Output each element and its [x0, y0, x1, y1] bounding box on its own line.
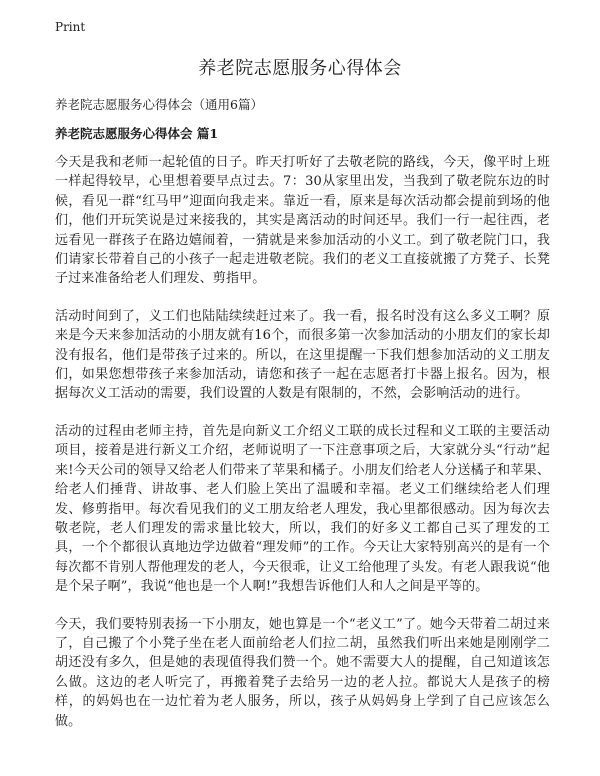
- paragraph-2: 活动时间到了，义工们也陆陆续续赶过来了。我一看，报名时没有这么多义工啊？原来是今天来参加活动的小朋友就有16个，而很多第一次参加活动的小朋友们的家长却没有报名，他们是带孩子过来的。所以，在这里提醒一下我们想参加活动的义工朋友们，如果您想带孩子来参加活动，请您和孩子一起在志愿者打卡器上报名。因为，根据每次义工活动的需要，我们设置的人数是有限制的，不然，会影响活动的进行。: [55, 308, 550, 402]
- article-body: [55, 153, 550, 749]
- paragraph-4: 今天，我们要特别表扬一下小朋友，她也算是一个“老义工”了。她今天带着二胡过来了，自己搬了个小凳子坐在老人面前给老人们拉二胡，虽然我们听出来她是刚刚学二胡还没有多久，但是她的表现值得我们赞一个。她不需要大人的提醒，自己知道该怎么做。这边的老人听完了，再搬着凳子去给另一边的老人拉。都说大人是孩子的榜样，的妈妈也在一边忙着为老人服务，所以，孩子从妈妈身上学到了自己应该怎么做。: [55, 616, 550, 729]
- document-title: 养老院志愿服务心得体会: [198, 58, 402, 79]
- section-heading: 养老院志愿服务心得体会 篇1: [55, 126, 219, 141]
- document-subtitle: 养老院志愿服务心得体会（通用6篇）: [55, 97, 263, 112]
- paragraph-1: 今天是我和老师一起轮值的日子。昨天打听好了去敬老院的路线，今天，像平时上班一样起得较早，心里想着要早点过去。7：30从家里出发，当我到了敬老院东边的时候，看见一群“红马甲”迎面向我走来。靠近一看，原来是每次活动都会提前到场的他们，他们开玩笑说是过来接我的，其实是离活动的时间还早。我们一行一起往西，老远看见一群孩子在路边嬉闹着，一猜就是来参加活动的小义工。到了敬老院门口，我们请家长带着自己的小孩子一起走进敬老院。我们的老义工直接就搬了方凳子、长凳子过来准备给老人们理发、剪指甲。: [55, 155, 550, 287]
- paragraph-3: 活动的过程由老师主持，首先是向新义工介绍义工联的成长过程和义工联的主要活动项目，接着是进行新义工介绍，老师说明了一下注意事项之后，大家就分头“行动”起来!今天公司的领导又给老人们带来了苹果和橘子。小朋友们给老人分送橘子和苹果、给老人们捶背、讲故事、老人们脸上笑出了温暖和幸福。老义工们继续给老人们理发、修剪指甲。每次看见我们的义工朋友给老人理发，我心里都很感动。因为每次去敬老院，老人们理发的需求量比较大，所以，我们的好多义工都自己买了理发的工具，一个个都很认真地边学边做着“理发师”的工作。今天让大家特别高兴的是有一个每次都不肯别人帮他理发的老人，今天很乖，让义工给他理了头发。有老人跟我说“他是个呆子啊”，我说“他也是一个人啊!”我想告诉他们人和人之间是平等的。: [55, 423, 550, 595]
- print-link[interactable]: Print: [55, 20, 86, 34]
